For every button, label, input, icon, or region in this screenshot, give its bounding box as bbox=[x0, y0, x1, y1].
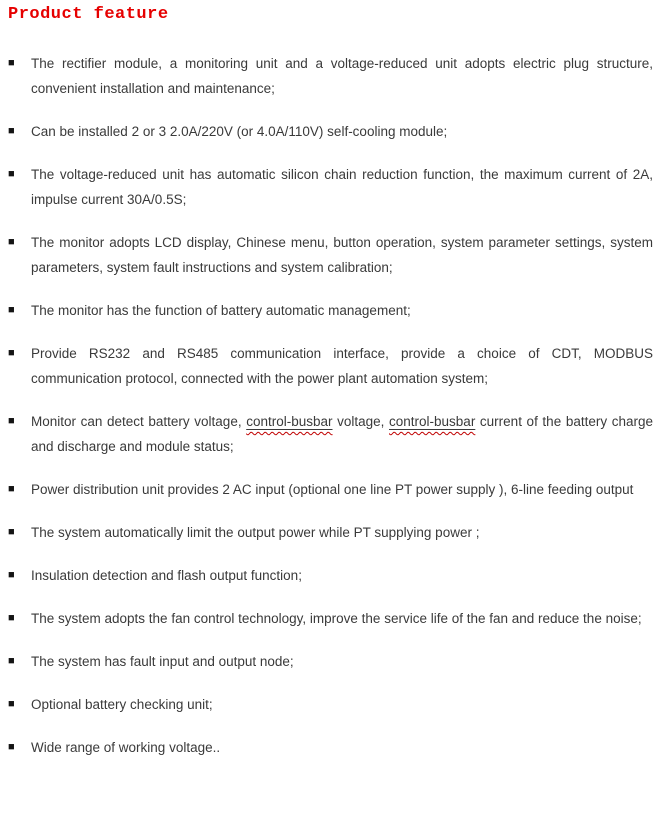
feature-item bbox=[8, 162, 653, 212]
feature-item bbox=[8, 409, 653, 459]
square-bullet-icon: ■ bbox=[8, 655, 15, 667]
feature-text: The monitor has the function of battery automatic management; bbox=[31, 303, 411, 318]
feature-text: The voltage-reduced unit has automatic silicon chain reduction function, the maximum current of 2A, impulse current 30A/0.5S; bbox=[31, 167, 653, 207]
feature-item bbox=[8, 649, 653, 674]
feature-text: The monitor adopts LCD display, Chinese menu, button operation, system parameter settings, system parameters, system fault instructions and system calibration; bbox=[31, 235, 653, 275]
square-bullet-icon: ■ bbox=[8, 57, 15, 69]
feature-item bbox=[8, 692, 653, 717]
square-bullet-icon: ■ bbox=[8, 698, 15, 710]
feature-item bbox=[8, 735, 653, 760]
feature-list bbox=[8, 51, 653, 760]
square-bullet-icon: ■ bbox=[8, 125, 15, 137]
feature-text: The rectifier module, a monitoring unit and a voltage-reduced unit adopts electric plug structure, convenient installation and maintenance; bbox=[31, 56, 653, 96]
feature-text: Optional battery checking unit; bbox=[31, 697, 213, 712]
square-bullet-icon: ■ bbox=[8, 741, 15, 753]
spellcheck-underline: control-busbar bbox=[246, 414, 333, 429]
feature-item bbox=[8, 477, 653, 502]
feature-item bbox=[8, 51, 653, 101]
feature-item bbox=[8, 606, 653, 631]
feature-text: The system adopts the fan control technology, improve the service life of the fan and reduce the noise; bbox=[31, 611, 642, 626]
feature-item bbox=[8, 119, 653, 144]
square-bullet-icon: ■ bbox=[8, 168, 15, 180]
square-bullet-icon: ■ bbox=[8, 415, 15, 427]
feature-item bbox=[8, 563, 653, 588]
feature-text: Wide range of working voltage.. bbox=[31, 740, 221, 755]
page-title: Product feature bbox=[8, 5, 169, 24]
square-bullet-icon: ■ bbox=[8, 236, 15, 248]
underlined-word bbox=[246, 414, 332, 429]
feature-text: The system automatically limit the output power while PT supplying power ; bbox=[31, 525, 480, 540]
feature-item bbox=[8, 520, 653, 545]
feature-text: Monitor can detect battery voltage, control-busbar voltage, control-busbar current of the battery charge and discharge and module status; bbox=[31, 414, 653, 454]
square-bullet-icon: ■ bbox=[8, 304, 15, 316]
feature-item bbox=[8, 341, 653, 391]
feature-text: Can be installed 2 or 3 2.0A/220V (or 4.0A/110V) self-cooling module; bbox=[31, 124, 448, 139]
square-bullet-icon: ■ bbox=[8, 483, 15, 495]
square-bullet-icon: ■ bbox=[8, 612, 15, 624]
feature-text: Provide RS232 and RS485 communication interface, provide a choice of CDT, MODBUS communication protocol, connected with the power plant automation system; bbox=[31, 346, 653, 386]
underlined-word bbox=[389, 414, 475, 429]
feature-text: Insulation detection and flash output function; bbox=[31, 568, 302, 583]
square-bullet-icon: ■ bbox=[8, 347, 15, 359]
square-bullet-icon: ■ bbox=[8, 526, 15, 538]
feature-item bbox=[8, 298, 653, 323]
square-bullet-icon: ■ bbox=[8, 569, 15, 581]
feature-text: The system has fault input and output node; bbox=[31, 654, 294, 669]
spellcheck-underline: control-busbar bbox=[389, 414, 476, 429]
feature-item bbox=[8, 230, 653, 280]
feature-text: Power distribution unit provides 2 AC input (optional one line PT power supply ), 6-line feeding output bbox=[31, 482, 634, 497]
